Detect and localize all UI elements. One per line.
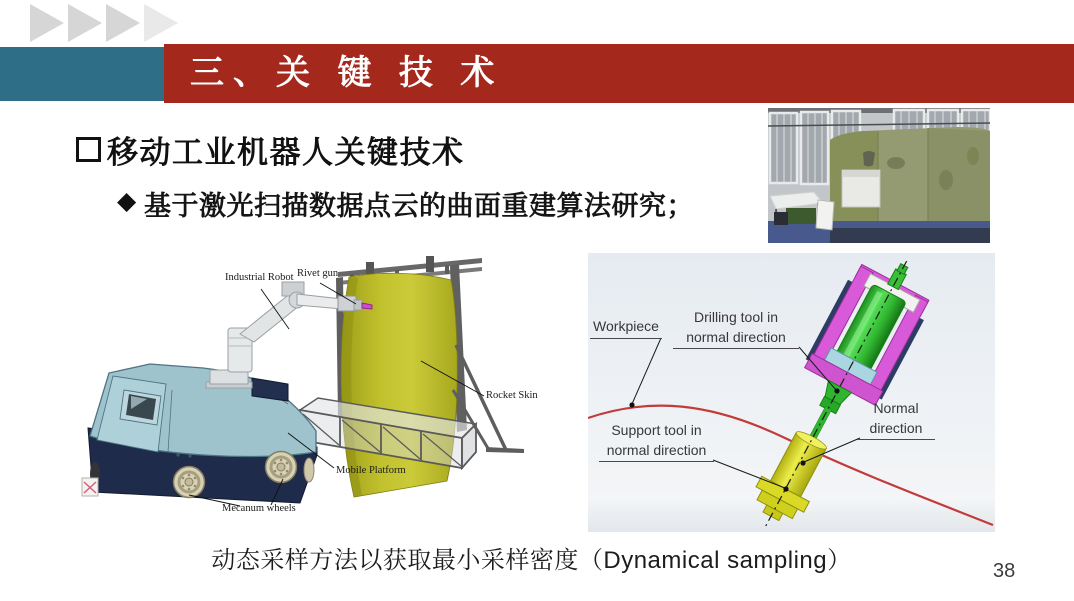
label-drilling-tool: Drilling tool in normal direction — [673, 308, 799, 349]
page-number: 38 — [993, 560, 1016, 582]
header-title-bar — [164, 44, 1074, 103]
mobile-platform-body — [90, 364, 316, 458]
support-tool — [747, 424, 837, 529]
drilling-diagram — [588, 253, 995, 532]
mecanum-wheel-rear — [266, 452, 297, 483]
label-mecanum-wheels: Mecanum wheels — [222, 503, 296, 514]
chevron-icon — [144, 4, 178, 42]
label-mobile-platform: Mobile Platform — [336, 465, 406, 476]
workshop-photo — [768, 108, 990, 243]
label-rivet-gun: Rivet gun — [297, 268, 339, 279]
chevron-icon — [30, 4, 64, 42]
page-title: 三、关 键 技 术 — [190, 54, 504, 92]
mecanum-wheel-right — [304, 458, 314, 482]
mecanum-wheel-front — [174, 467, 205, 498]
section-heading-text: 移动工业机器人关键技术 — [107, 135, 465, 170]
square-bullet-icon — [76, 137, 101, 162]
label-workpiece: Workpiece — [590, 317, 662, 339]
header-accent-block — [0, 47, 164, 101]
callout-dot-workpiece — [629, 402, 634, 407]
diamond-bullet-icon: ◆ — [117, 187, 137, 215]
callout-dot-support-tool — [783, 486, 788, 491]
label-industrial-robot: Industrial Robot — [225, 272, 294, 283]
label-support-tool: Support tool in normal direction — [599, 421, 714, 462]
sub-bullet-text: 基于激光扫描数据点云的曲面重建算法研究； — [144, 191, 694, 221]
marker-box — [82, 478, 98, 496]
label-rocket-skin: Rocket Skin — [486, 390, 538, 401]
leader-workpiece — [632, 338, 661, 404]
chevron-icon — [68, 4, 102, 42]
callout-dot-normal-direction — [800, 460, 805, 465]
label-normal-direction: Normal direction — [857, 399, 935, 440]
callout-dot-drilling-tool — [834, 388, 839, 393]
slide-caption: 动态采样方法以获取最小采样密度（Dynamical sampling） — [211, 547, 852, 574]
chevron-icon — [106, 4, 140, 42]
